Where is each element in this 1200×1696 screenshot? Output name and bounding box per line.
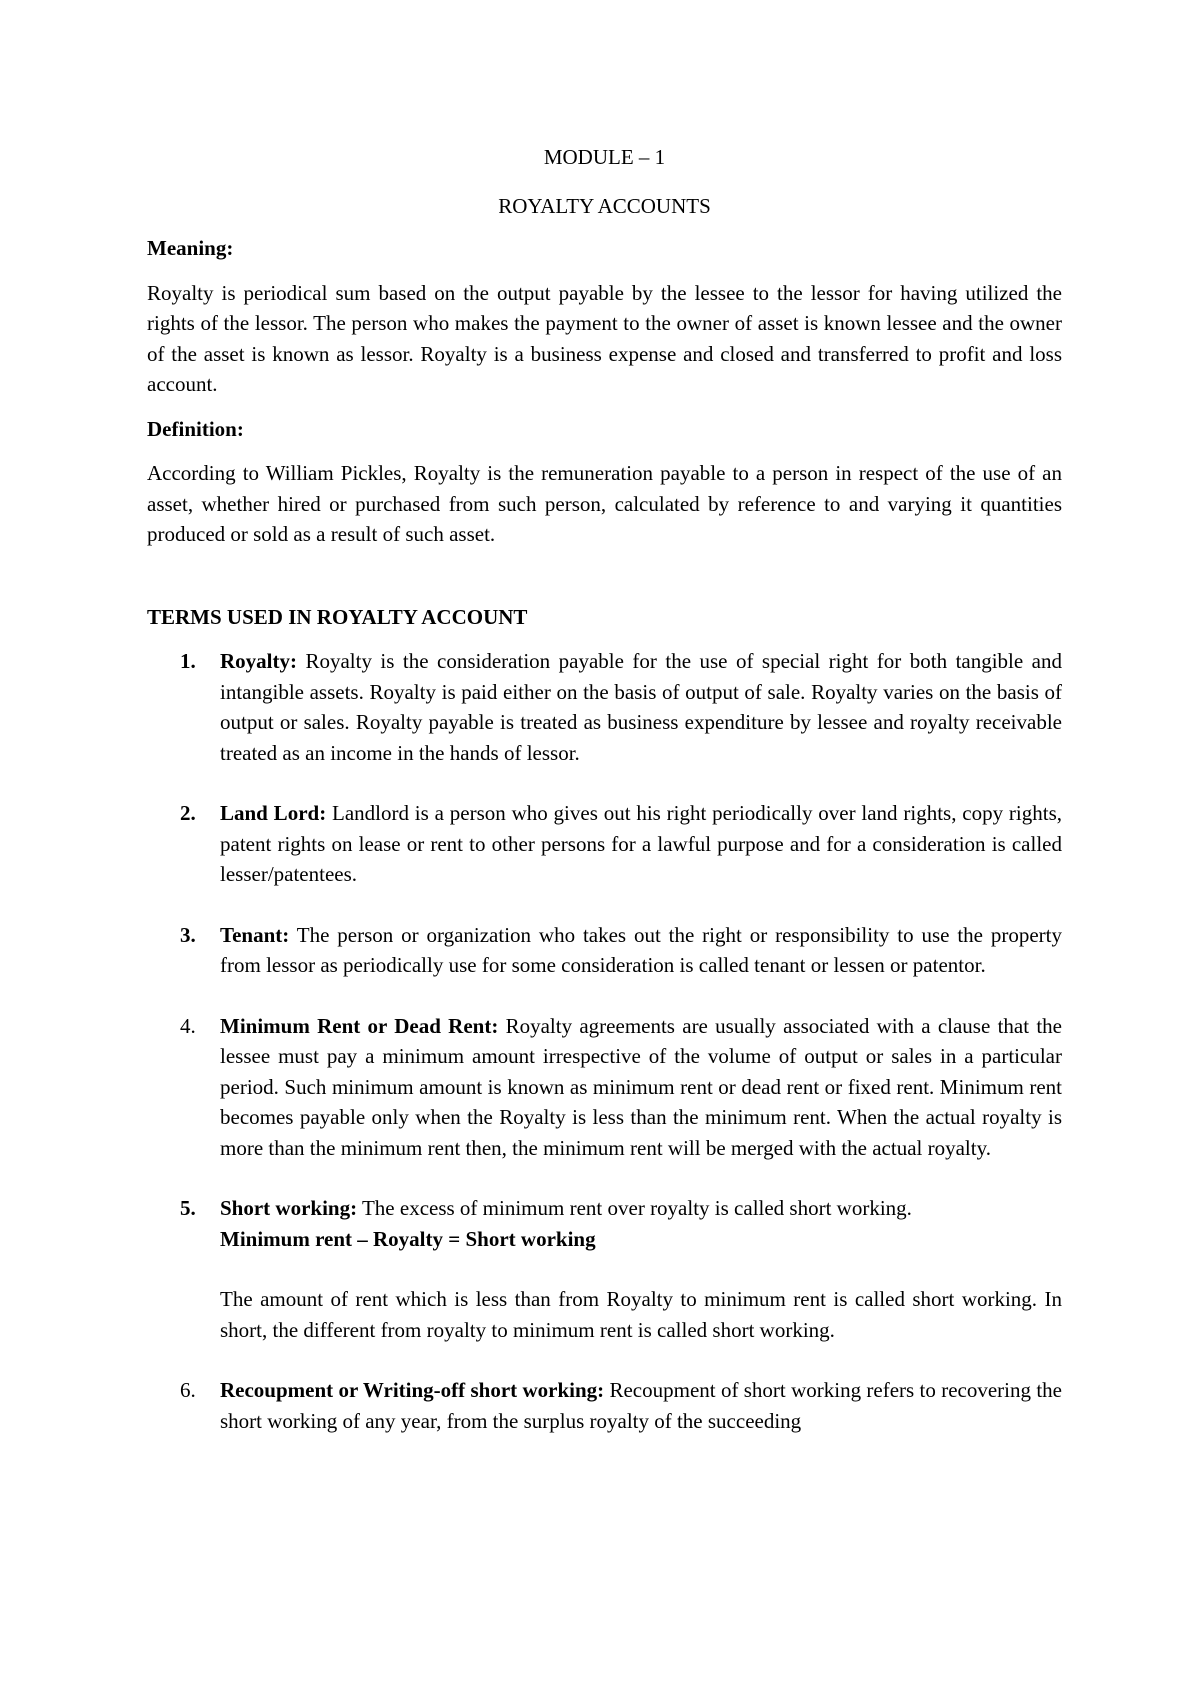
list-item <box>147 1011 1062 1164</box>
short-working-formula: Minimum rent – Royalty = Short working <box>220 1226 596 1251</box>
section-spacer <box>147 564 1062 602</box>
list-item-number: 2. <box>180 801 196 825</box>
list-item-number: 1. <box>180 649 196 673</box>
meaning-heading: Meaning: <box>147 236 234 260</box>
terms-heading: TERMS USED IN ROYALTY ACCOUNT <box>147 604 528 629</box>
term-text: Royalty is the consideration payable for the use of special right for both tangible and intangible assets. Royalty is paid either on the basis of output of sale. Royalty varies on the basis of output or sales. Royalty payable is treated as business expenditure by lessee and royalty receivable treated as an income in the hands of lessor. <box>220 649 1062 765</box>
list-item-number: 6. <box>180 1378 196 1402</box>
term-label: Short working: <box>220 1196 358 1220</box>
term-text: Landlord is a person who gives out his right periodically over land rights, copy rights, patent rights on lease or rent to other persons for a lawful purpose and for a consideration is called lesser/patentees. <box>220 801 1062 886</box>
term-label: Royalty: <box>220 649 297 673</box>
term-text: Recoupment of short working refers to recovering the short working of any year, from the surplus royalty of the succeeding <box>220 1378 1062 1433</box>
list-item <box>147 1193 1062 1345</box>
term-text: The person or organization who takes out the right or responsibility to use the property from lessor as periodically use for some consideration is called tenant or lessen or patentor. <box>220 922 1062 977</box>
term-text: Royalty agreements are usually associated with a clause that the lessee must pay a minimum amount irrespective of the volume of output or sales in a particular period. Such minimum amount is known as minimum rent or dead rent or fixed rent. Minimum rent becomes payable only when the Royalty is less than the minimum rent. When the actual royalty is more than the minimum rent then, the minimum rent will be merged with the actual royalty. <box>220 1013 1062 1160</box>
list-item-number: 5. <box>180 1196 196 1220</box>
list-item <box>147 646 1062 768</box>
list-item <box>147 798 1062 890</box>
document-content <box>147 142 1062 1466</box>
term-label: Recoupment or Writing-off short working: <box>220 1378 605 1402</box>
list-item-number: 3. <box>180 922 196 947</box>
module-title: MODULE – 1 <box>543 145 666 169</box>
short-working-explanation: The amount of rent which is less than from Royalty to minimum rent is called short working. In short, the different from royalty to minimum rent is called short working. <box>220 1287 1062 1342</box>
definition-paragraph: According to William Pickles, Royalty is the remuneration payable to a person in respect of the use of an asset, whether hired or purchased from such person, calculated by reference to and varying it quantities produced or sold as a result of such asset. <box>147 461 1062 546</box>
list-item <box>147 920 1062 981</box>
term-label: Land Lord: <box>220 801 327 825</box>
meaning-paragraph: Royalty is periodical sum based on the output payable by the lessee to the lessor for having utilized the rights of the lessor. The person who makes the payment to the owner of asset is known lessee and the owner of the asset is known as lessor. Royalty is a business expense and closed and transferred to profit and loss account. <box>147 280 1062 396</box>
definition-heading: Definition: <box>147 416 244 441</box>
list-item <box>147 1375 1062 1436</box>
term-label: Tenant: <box>220 922 290 947</box>
document-subtitle: ROYALTY ACCOUNTS <box>498 193 711 218</box>
term-label: Minimum Rent or Dead Rent: <box>220 1013 499 1038</box>
terms-list <box>147 646 1062 1436</box>
term-text: The excess of minimum rent over royalty is called short working. <box>357 1196 912 1220</box>
list-item-number: 4. <box>180 1013 196 1038</box>
